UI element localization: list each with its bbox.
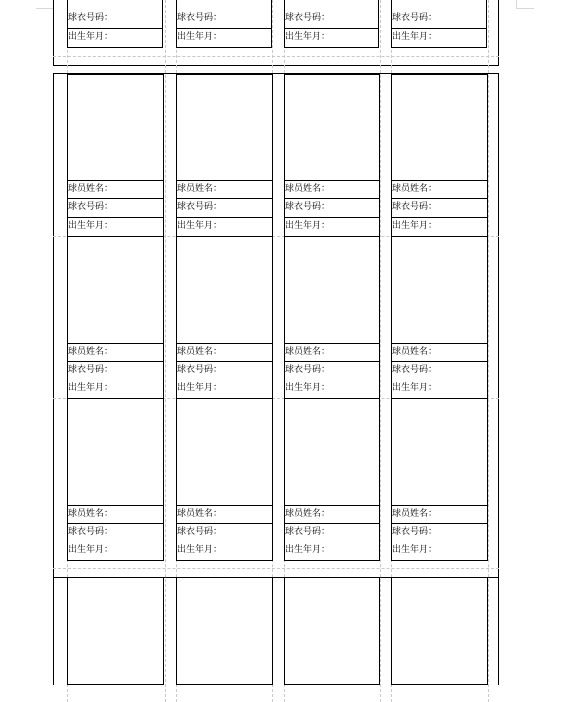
birth-date-label: 出生年月： [285, 545, 331, 555]
birth-date-label: 出生年月： [392, 383, 438, 393]
birth-date-label: 出生年月： [68, 545, 114, 555]
birth-date-label: 出生年月： [68, 221, 114, 231]
jersey-number-label: 球衣号码： [285, 365, 331, 375]
card-border [391, 0, 392, 10]
jersey-number-label: 球衣号码： [285, 527, 331, 537]
player-photo-box[interactable] [391, 577, 488, 685]
card-border [162, 0, 163, 10]
player-name-field[interactable] [67, 180, 164, 199]
card-border [271, 0, 272, 10]
jersey-number-label: 球衣号码： [392, 13, 438, 23]
gridline-horizontal [53, 56, 499, 57]
card-border [67, 0, 68, 10]
player-name-label: 球员姓名： [177, 184, 223, 194]
jersey-number-field[interactable] [284, 10, 379, 29]
player-photo-box[interactable] [284, 236, 380, 344]
player-photo-box[interactable] [176, 398, 273, 506]
player-name-label: 球员姓名： [177, 347, 223, 357]
jersey-number-label: 球衣号码： [285, 202, 331, 212]
player-name-field[interactable] [391, 343, 488, 362]
player-photo-box[interactable] [67, 577, 164, 685]
page-corner-mark [36, 8, 54, 9]
birth-date-label: 出生年月： [285, 383, 331, 393]
birth-date-label: 出生年月： [392, 32, 438, 42]
player-photo-box[interactable] [176, 236, 273, 344]
birth-date-field[interactable] [176, 29, 272, 48]
jersey-number-label: 球衣号码： [392, 202, 438, 212]
player-name-label: 球员姓名： [68, 184, 114, 194]
jersey-number-label: 球衣号码： [392, 365, 438, 375]
table-border-bottom [53, 65, 499, 66]
birth-date-field[interactable] [67, 218, 164, 237]
jersey-number-field[interactable] [284, 524, 380, 543]
jersey-number-field[interactable] [176, 524, 273, 543]
player-name-field[interactable] [284, 505, 380, 524]
birth-date-field[interactable] [176, 218, 273, 237]
birth-date-label: 出生年月： [285, 32, 331, 42]
jersey-number-field[interactable] [67, 362, 164, 381]
player-name-field[interactable] [284, 343, 380, 362]
player-photo-box[interactable] [67, 398, 164, 506]
player-name-label: 球员姓名： [177, 509, 223, 519]
jersey-number-label: 球衣号码： [68, 202, 114, 212]
player-name-field[interactable] [391, 180, 488, 199]
player-name-label: 球员姓名： [285, 509, 331, 519]
birth-date-label: 出生年月： [177, 32, 223, 42]
player-name-label: 球员姓名： [285, 347, 331, 357]
page-corner-mark [516, 0, 517, 8]
player-name-label: 球员姓名： [68, 509, 114, 519]
jersey-number-label: 球衣号码： [177, 202, 223, 212]
birth-date-field[interactable] [391, 218, 488, 237]
birth-date-field[interactable] [391, 542, 488, 561]
birth-date-field[interactable] [284, 29, 379, 48]
birth-date-field[interactable] [67, 29, 163, 48]
player-photo-box[interactable] [284, 398, 380, 506]
player-photo-box[interactable] [176, 577, 273, 685]
jersey-number-field[interactable] [391, 199, 488, 218]
card-border [176, 0, 177, 10]
page-frame-right [498, 73, 499, 578]
jersey-number-field[interactable] [176, 10, 272, 29]
jersey-number-field[interactable] [391, 362, 488, 381]
player-photo-box[interactable] [284, 74, 380, 181]
birth-date-label: 出生年月： [68, 383, 114, 393]
jersey-number-label: 球衣号码： [177, 365, 223, 375]
player-photo-box[interactable] [391, 398, 488, 506]
card-border [486, 0, 487, 10]
player-name-label: 球员姓名： [392, 184, 438, 194]
birth-date-field[interactable] [67, 542, 164, 561]
page-frame-left-bottom [53, 577, 54, 685]
jersey-number-field[interactable] [176, 199, 273, 218]
player-name-field[interactable] [67, 343, 164, 362]
birth-date-field[interactable] [391, 29, 487, 48]
jersey-number-label: 球衣号码： [392, 527, 438, 537]
player-photo-box[interactable] [391, 74, 488, 181]
player-photo-box[interactable] [67, 236, 164, 344]
player-name-field[interactable] [176, 180, 273, 199]
birth-date-label: 出生年月： [177, 383, 223, 393]
birth-date-label: 出生年月： [285, 221, 331, 231]
birth-date-label: 出生年月： [177, 545, 223, 555]
jersey-number-field[interactable] [67, 524, 164, 543]
player-photo-box[interactable] [284, 577, 380, 685]
player-name-label: 球员姓名： [392, 347, 438, 357]
birth-date-label: 出生年月： [177, 221, 223, 231]
birth-date-label: 出生年月： [392, 545, 438, 555]
jersey-number-field[interactable] [284, 199, 380, 218]
player-photo-box[interactable] [67, 74, 164, 181]
gridline-vertical [488, 0, 489, 702]
jersey-number-label: 球衣号码： [285, 13, 331, 23]
jersey-number-label: 球衣号码： [68, 527, 114, 537]
jersey-number-field[interactable] [284, 362, 380, 381]
page-frame-left [53, 73, 54, 578]
birth-date-label: 出生年月： [392, 221, 438, 231]
player-name-field[interactable] [284, 180, 380, 199]
birth-date-field[interactable] [67, 380, 164, 399]
jersey-number-field[interactable] [67, 199, 164, 218]
birth-date-field[interactable] [176, 380, 273, 399]
player-photo-box[interactable] [176, 74, 273, 181]
gridline-vertical [380, 0, 381, 702]
page-frame-right-bottom [498, 577, 499, 685]
birth-date-label: 出生年月： [68, 32, 114, 42]
player-name-field[interactable] [176, 343, 273, 362]
birth-date-field[interactable] [284, 542, 380, 561]
player-name-label: 球员姓名： [392, 509, 438, 519]
player-name-field[interactable] [67, 505, 164, 524]
jersey-number-field[interactable] [391, 524, 488, 543]
jersey-number-field[interactable] [176, 362, 273, 381]
jersey-number-field[interactable] [391, 10, 487, 29]
card-border [378, 0, 379, 10]
jersey-number-label: 球衣号码： [177, 527, 223, 537]
birth-date-field[interactable] [284, 380, 380, 399]
jersey-number-field[interactable] [67, 10, 163, 29]
jersey-number-label: 球衣号码： [68, 365, 114, 375]
jersey-number-label: 球衣号码： [68, 13, 114, 23]
player-name-field[interactable] [176, 505, 273, 524]
gridline-horizontal [53, 568, 499, 569]
player-name-label: 球员姓名： [68, 347, 114, 357]
birth-date-field[interactable] [284, 218, 380, 237]
gridline-vertical [165, 0, 166, 702]
birth-date-field[interactable] [176, 542, 273, 561]
birth-date-field[interactable] [391, 380, 488, 399]
player-name-field[interactable] [391, 505, 488, 524]
card-border [284, 0, 285, 10]
player-photo-box[interactable] [391, 236, 488, 344]
jersey-number-label: 球衣号码： [177, 13, 223, 23]
player-name-label: 球员姓名： [285, 184, 331, 194]
page-corner-mark [516, 8, 534, 9]
